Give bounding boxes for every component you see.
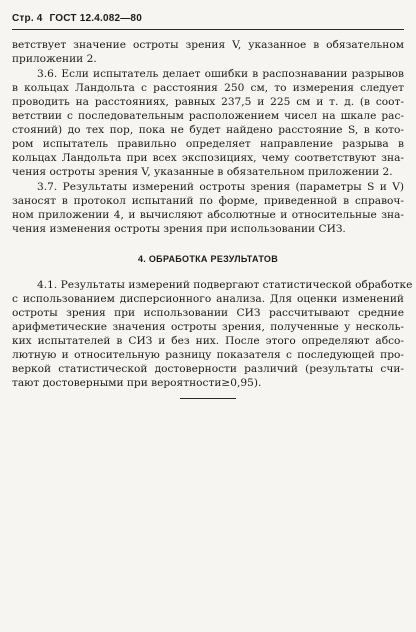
- text-line: в кольцах Ландольта с расстояния 250 см, то измерения следует: [12, 82, 404, 94]
- text-line: веркой статистической достоверности различий (результаты счи-: [12, 363, 404, 375]
- text-line: стояний) до тех пор, пока не будет найдено расстояние S, в кото-: [12, 124, 404, 136]
- text-line: 4.1. Результаты измерений подвергают статистической обработке: [37, 279, 413, 291]
- page-header: [12, 13, 142, 24]
- text-line: заносят в протокол испытаний по форме, приведенной в справоч-: [12, 195, 404, 207]
- page-number: Стр. 4: [12, 13, 43, 24]
- text-line: проводить на расстояниях, равных 237,5 и 225 см и т. д. (в соот-: [12, 96, 404, 108]
- text-line: лютную и относительную разницу показателя с последующей про-: [12, 349, 404, 361]
- text-line: ветствии с последовательным расположением чисел на шкале рас-: [12, 110, 404, 122]
- text-line: ветствует значение остроты зрения V, указанное в обязательном: [12, 39, 404, 51]
- text-line: ких испытателей в СИЗ и без них. После этого определяют абсо-: [12, 335, 404, 347]
- text-line: тают достоверными при вероятности≥0,95).: [12, 377, 262, 389]
- text-line: с использованием дисперсионного анализа. Для оценки изменений: [12, 293, 404, 305]
- text-line: арифметические значения остроты зрения, полученные у несколь-: [12, 321, 404, 333]
- section-heading: 4. ОБРАБОТКА РЕЗУЛЬТАТОВ: [137, 254, 279, 264]
- text-line: 3.6. Если испытатель делает ошибки в распознавании разрывов: [37, 68, 404, 80]
- text-line: ром испытатель правильно определяет направление разрыва в: [12, 138, 404, 150]
- text-line: чения изменения остроты зрения при использовании СИЗ.: [12, 223, 346, 235]
- text-line: ном приложении 4, и вычисляют абсолютные и относительные зна-: [12, 209, 404, 221]
- text-line: кольцах Ландольта при всех экспозициях, чему соответствуют зна-: [12, 152, 404, 164]
- end-divider: [180, 398, 236, 399]
- standard-code: ГОСТ 12.4.082—80: [49, 13, 142, 24]
- text-line: чения остроты зрения V, указанные в обязательном приложении 2.: [12, 166, 393, 178]
- text-line: 3.7. Результаты измерений остроты зрения (параметры S и V): [37, 181, 404, 193]
- text-line: остроты зрения при использовании СИЗ рассчитывают средние: [12, 307, 404, 319]
- header-divider: [12, 29, 404, 30]
- text-line: приложении 2.: [12, 53, 97, 65]
